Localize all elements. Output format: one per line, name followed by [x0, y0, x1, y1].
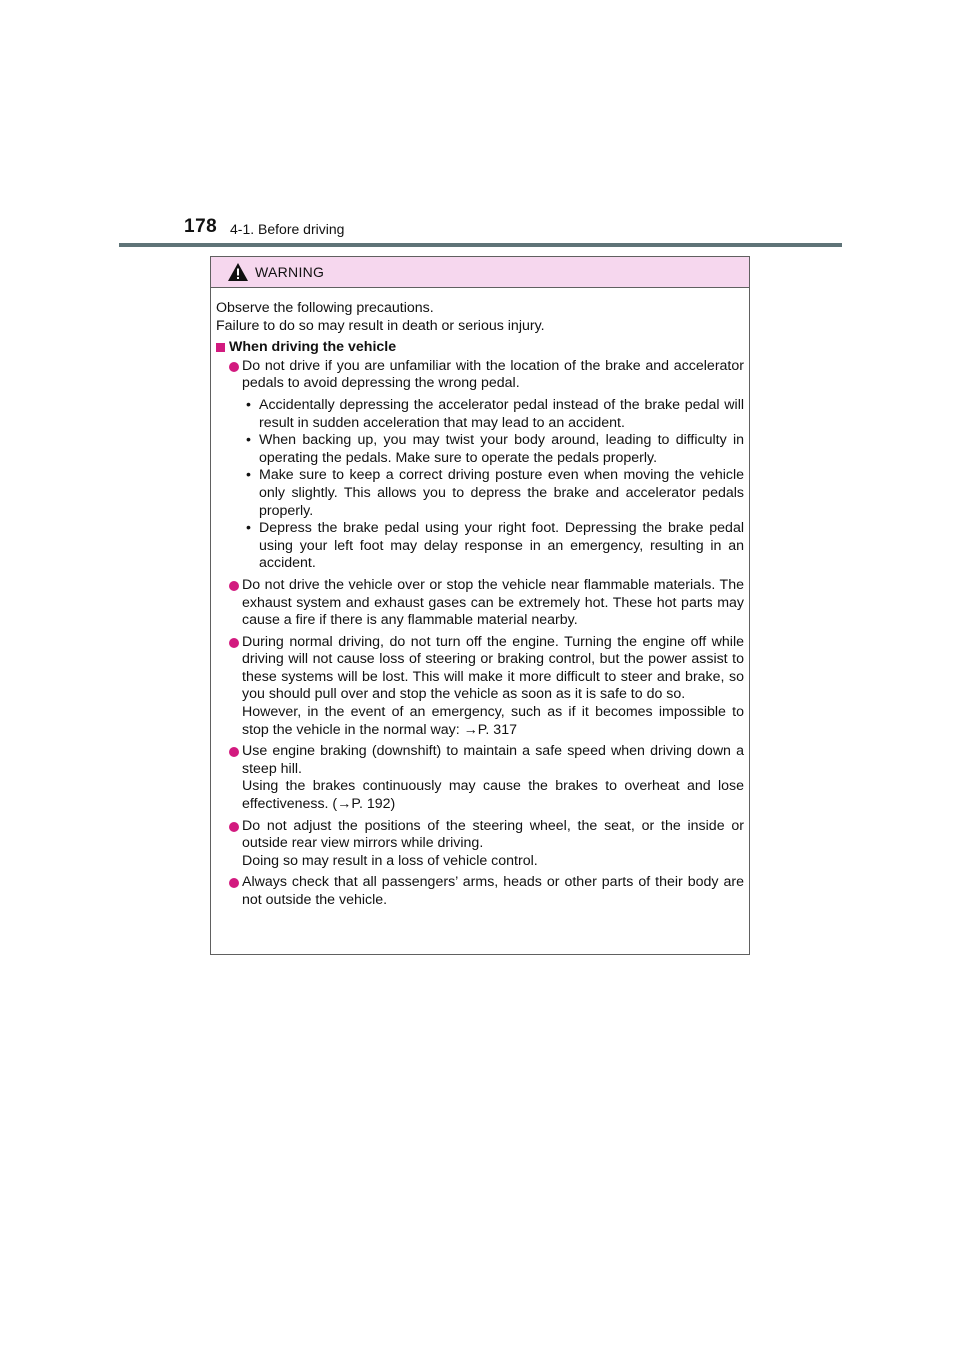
item-text: During normal driving, do not turn off the engine. Turning the engine off while driving will not cause loss of steering or braking control, but the power assist to these systems will be lost. This will make it more difficult to steer and brake, so you should pull over and stop the vehicle as soon as it is safe to do so. — [242, 633, 744, 703]
page-number: 178 — [184, 216, 218, 237]
sub-heading — [216, 339, 744, 357]
warning-item — [216, 818, 744, 871]
bullet-dot-icon — [229, 362, 239, 372]
warning-item — [216, 634, 744, 740]
bullet-dot-icon — [229, 747, 239, 757]
warning-triangle-icon — [227, 262, 249, 282]
sub-list-item: • When backing up, you may twist your body around, leading to difficulty in operating the pedals. Make sure to operate the pedals properly. — [242, 432, 744, 467]
item-text: Do not drive the vehicle over or stop the vehicle near flammable materials. The exhaust system and exhaust gases can be extremely hot. These hot parts may cause a fire if there is any flammable material nearby. — [242, 576, 744, 629]
warning-item — [216, 358, 744, 393]
sub-list-item: • Make sure to keep a correct driving posture even when moving the vehicle only slightly. This allows you to depress the brake and accelerator pedals properly. — [242, 467, 744, 520]
warning-item — [216, 577, 744, 630]
item-text: Always check that all passengers’ arms, heads or other parts of their body are not outside the vehicle. — [242, 874, 744, 908]
sub-list — [216, 397, 744, 573]
item-text: However, in the event of an emergency, such as if it becomes impossible to stop the vehicle in the normal way: →P. 317 — [242, 704, 744, 738]
warning-label: WARNING — [255, 264, 325, 280]
warning-body — [211, 288, 749, 910]
sub-list-item: • Accidentally depressing the accelerator pedal instead of the brake pedal will result in sudden acceleration that may lead to an accident. — [242, 397, 744, 432]
item-text: Using the brakes continuously may cause the brakes to overheat and lose effectiveness. (→P. 192) — [242, 778, 744, 813]
warning-box — [210, 256, 750, 955]
sub-heading-text: When driving the vehicle — [229, 339, 397, 356]
item-text: Doing so may result in a loss of vehicle control. — [242, 852, 538, 869]
header-rule — [119, 243, 842, 247]
section-title: 4-1. Before driving — [230, 221, 345, 237]
bullet-dot-icon — [229, 581, 239, 591]
sub-list-item: • Depress the brake pedal using your right foot. Depressing the brake pedal using your left foot may delay response in an emergency, resulting in an accident. — [242, 520, 744, 573]
bullet-dot-icon — [229, 822, 239, 832]
bullet-dot-icon — [229, 878, 239, 888]
item-text: Use engine braking (downshift) to maintain a safe speed when driving down a steep hill. — [242, 743, 744, 777]
item-text: Do not adjust the positions of the steering wheel, the seat, or the inside or outside rear view mirrors while driving. — [242, 817, 744, 852]
intro-line: Observe the following precautions. — [216, 300, 434, 316]
warning-intro — [216, 300, 744, 335]
square-bullet-icon — [216, 343, 225, 352]
bullet-dot-icon — [229, 638, 239, 648]
intro-line: Failure to do so may result in death or serious injury. — [216, 317, 545, 334]
warning-item — [216, 874, 744, 909]
warning-header — [211, 257, 749, 288]
warning-item — [216, 743, 744, 813]
item-text: Do not drive if you are unfamiliar with the location of the brake and accelerator pedals to avoid depressing the wrong pedal. — [242, 357, 744, 392]
